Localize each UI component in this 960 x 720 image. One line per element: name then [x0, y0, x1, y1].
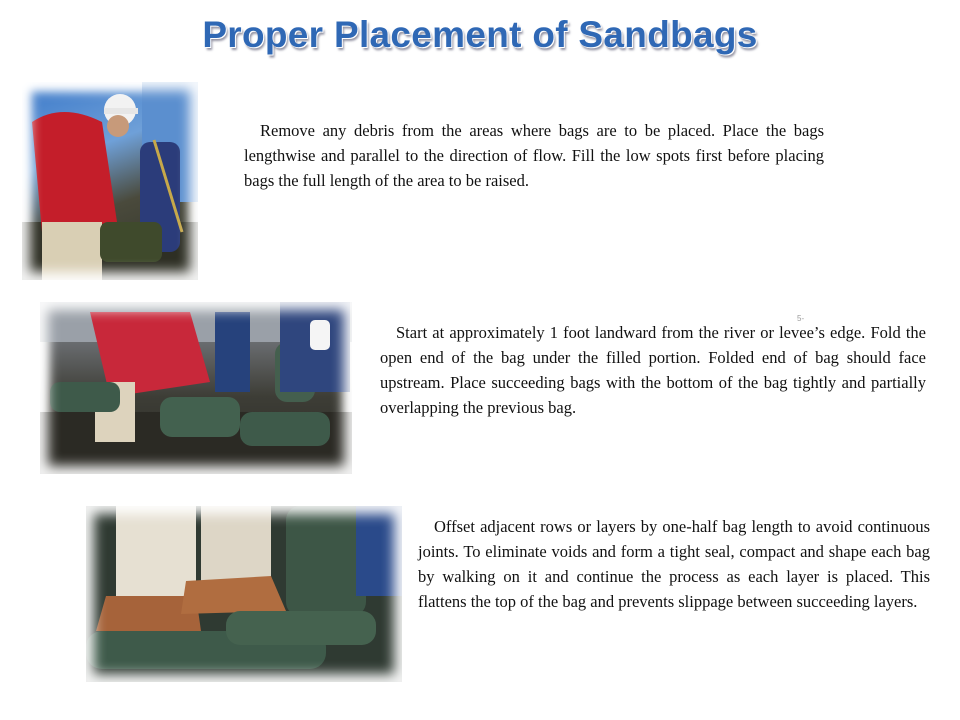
paragraph-offset-rows: Offset adjacent rows or layers by one-half bag length to avoid continuous joints. To eliminate voids and form a tight seal, compact and shape each bag by walking on it and continue the process as each layer is placed. This flattens the top of the bag and prevents slippage between succeeding layers. [418, 517, 930, 611]
photo-illustration-3 [86, 506, 402, 682]
photo-worker-removing-debris [22, 82, 198, 280]
paragraph-remove-debris: Remove any debris from the areas where bags are to be placed. Place the bags lengthwise and parallel to the direction of flow. Fill the low spots first before placing bags the full length of the area to be raised. [244, 121, 824, 190]
photo-worker-folding-bag [40, 302, 352, 474]
photo-illustration-2 [40, 302, 352, 474]
slide-title: Proper Placement of Sandbags [202, 14, 758, 55]
page-marker: 5- [797, 314, 805, 323]
photo-boots-compacting-bags [86, 506, 402, 682]
photo-illustration-1 [22, 82, 198, 280]
paragraph-start-landward: Start at approximately 1 foot landward from the river or levee’s edge. Fold the open end of the bag under the filled portion. Folded end of bag should face upstream. Place succeeding bags with the bottom of the bag tightly and partially overlapping the previous bag. [380, 323, 926, 417]
